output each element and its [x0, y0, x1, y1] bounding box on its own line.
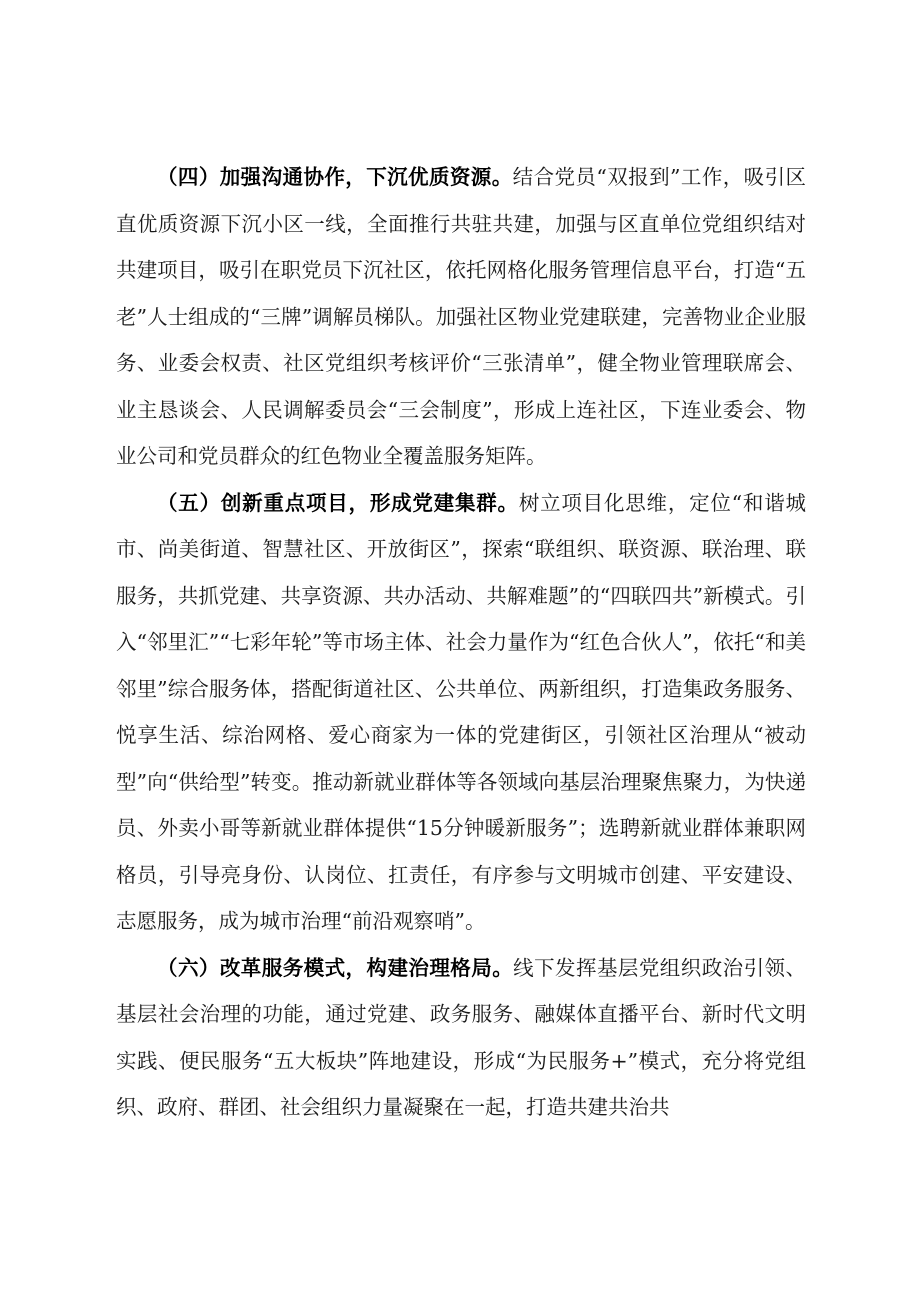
section-5-text: 树立项目化思维，定位“和谐城市、尚美街道、智慧社区、开放街区”，探索“联组织、联资源、联治理、联服务，共抓党建、共享资源、共办活动、共解难题”的“四联四共”新模式。引入“邻里汇”“七彩年轮”等市场主体、社会力量作为“红色合伙人”，依托“和美邻里”综合服务体，搭配街道社区、公共单位、两新组织，打造集政务服务、悦享生活、综治网格、爱心商家为一体的党建街区，引领社区治理从“被动型”向“供给型”转变。推动新就业群体等各领域向基层治理聚焦聚力，为快递员、外卖小哥等新就业群体提供“15分钟暖新服务”；选聘新就业群体兼职网格员，引导亮身份、认岗位、扛责任，有序参与文明城市创建、平安建设、志愿服务，成为城市治理“前沿观察哨”。	[116, 490, 806, 933]
document-body	[116, 154, 806, 1131]
section-6-heading: （六）改革服务模式，构建治理格局。	[157, 955, 514, 980]
paragraph-section-6	[116, 945, 806, 1131]
section-4-text: 结合党员“双报到”工作，吸引区直优质资源下沉小区一线，全面推行共驻共建，加强与区直单位党组织结对共建项目，吸引在职党员下沉社区，依托网格化服务管理信息平台，打造“五老”人士组成的“三牌”调解员梯队。加强社区物业党建联建，完善物业企业服务、业委会权责、社区党组织考核评价“三张清单”，健全物业管理联席会、业主恳谈会、人民调解委员会“三会制度”，形成上连社区，下连业委会、物业公司和党员群众的红色物业全覆盖服务矩阵。	[116, 165, 807, 468]
paragraph-section-4	[116, 154, 806, 480]
section-6-text: 线下发挥基层党组织政治引领、基层社会治理的功能，通过党建、政务服务、融媒体直播平台、新时代文明实践、便民服务“五大板块”阵地建设，形成“为民服务+”模式，充分将党组织、政府、群团、社会组织力量凝聚在一起，打造共建共治共	[116, 955, 807, 1119]
section-4-heading: （四）加强沟通协作，下沉优质资源。	[157, 165, 513, 189]
paragraph-section-5	[116, 480, 806, 945]
section-5-heading: （五）创新重点项目，形成党建集群。	[157, 490, 519, 515]
